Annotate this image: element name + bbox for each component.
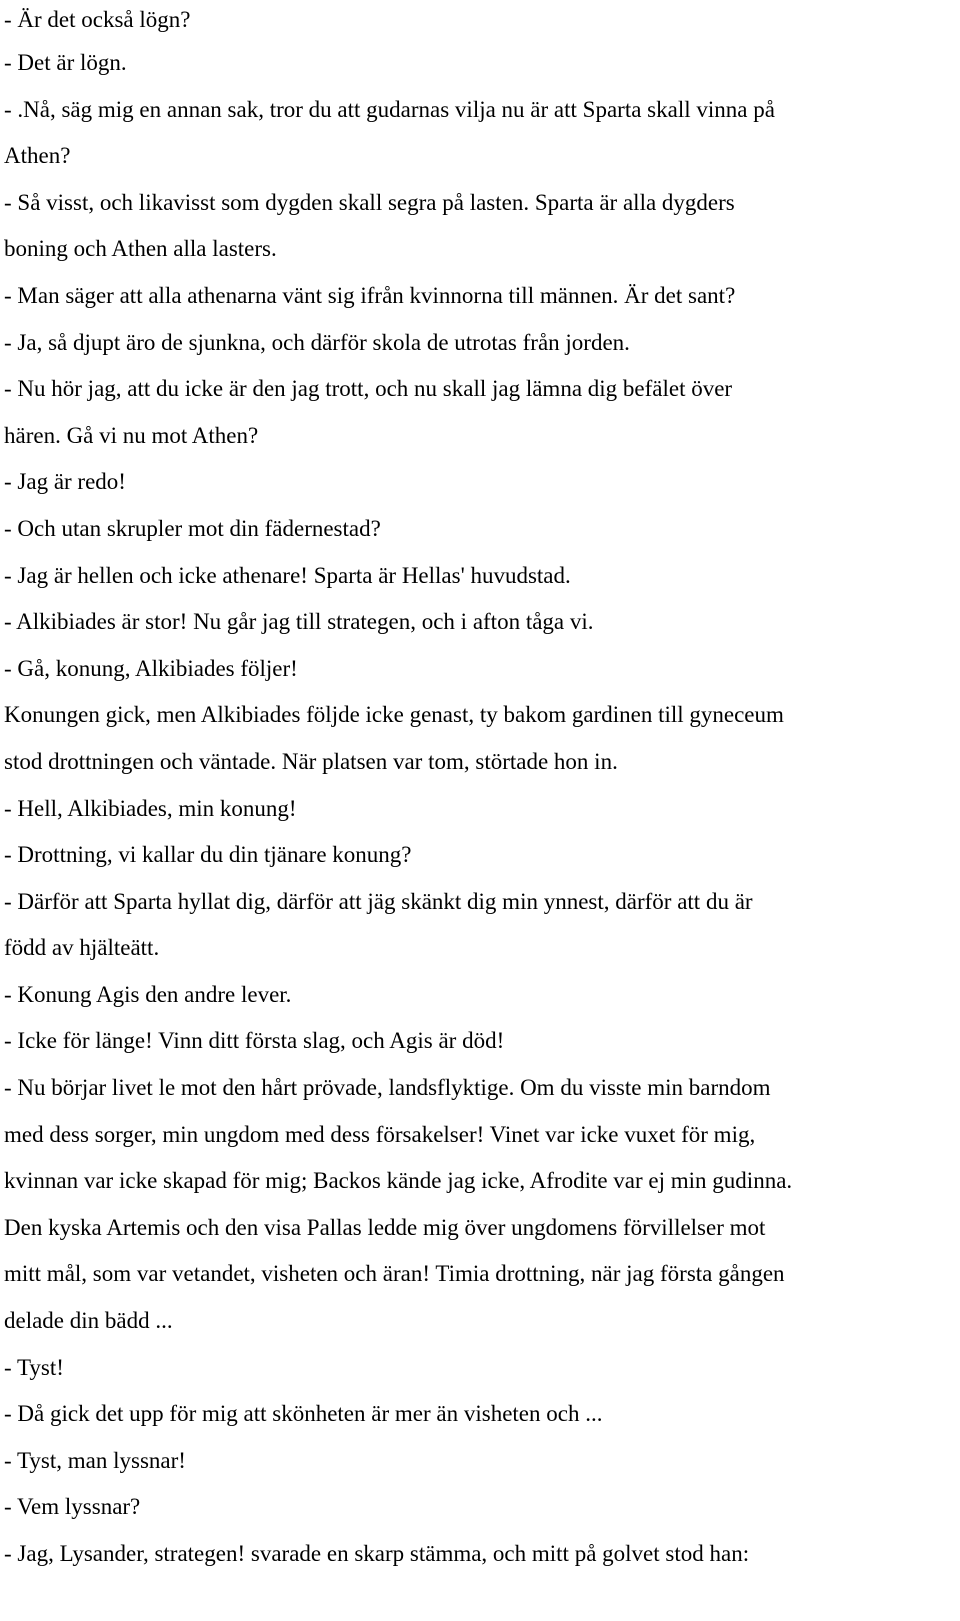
text-line: - Alkibiades är stor! Nu går jag till strategen, och i afton tåga vi.: [4, 609, 594, 635]
text-line: - Därför att Sparta hyllat dig, därför att jäg skänkt dig min ynnest, därför att du är: [4, 888, 753, 914]
text-line: - Jag, Lysander, strategen! svarade en skarp stämma, och mitt på golvet stod han:: [4, 1541, 750, 1566]
text-line: Den kyska Artemis och den visa Pallas ledde mig över ungdomens förvillelser mot: [4, 1214, 766, 1240]
text-line: - Drottning, vi kallar du din tjänare konung?: [4, 842, 412, 868]
text-line: stod drottningen och väntade. När platsen var tom, störtade hon in.: [4, 748, 618, 774]
text-line: hären. Gå vi nu mot Athen?: [4, 422, 259, 448]
text-line: mitt mål, som var vetandet, visheten och äran! Timia drottning, när jag första gången: [4, 1261, 785, 1287]
text-line: - Konung Agis den andre lever.: [4, 981, 292, 1007]
document-page: [4, 0, 956, 1578]
text-line: - Vem lyssnar?: [4, 1494, 141, 1520]
text-line: - Man säger att alla athenarna vänt sig ifrån kvinnorna till männen. Är det sant?: [4, 282, 736, 308]
text-line: - Tyst, man lyssnar!: [4, 1447, 186, 1473]
text-line: - Gå, konung, Alkibiades följer!: [4, 655, 298, 681]
text-line: med dess sorger, min ungdom med dess försakelser! Vinet var icke vuxet för mig,: [4, 1121, 756, 1147]
text-line: delade din bädd ...: [4, 1308, 173, 1334]
text-line: - Och utan skrupler mot din fädernestad?: [4, 515, 381, 541]
text-line: - Tyst!: [4, 1354, 64, 1380]
text-line: Konungen gick, men Alkibiades följde icke genast, ty bakom gardinen till gyneceum: [4, 702, 784, 728]
text-line: - Nu hör jag, att du icke är den jag trott, och nu skall jag lämna dig befälet över: [4, 376, 733, 402]
text-line: - Icke för länge! Vinn ditt första slag, och Agis är död!: [4, 1028, 505, 1054]
text-line: boning och Athen alla lasters.: [4, 236, 277, 262]
text-line: - Då gick det upp för mig att skönheten är mer än visheten och ...: [4, 1401, 603, 1427]
text-line: - Nu börjar livet le mot den hårt prövade, landsflyktige. Om du visste min barndom: [4, 1075, 771, 1101]
text-line: - Så visst, och likavisst som dygden skall segra på lasten. Sparta är alla dygders: [4, 189, 735, 215]
text-line: - Det är lögn.: [4, 50, 127, 75]
text-line: kvinnan var icke skapad för mig; Backos kände jag icke, Afrodite var ej min gudinna.: [4, 1168, 793, 1194]
text-line: - Jag är hellen och icke athenare! Sparta är Hellas' huvudstad.: [4, 562, 571, 588]
text-line: född av hjälteätt.: [4, 935, 160, 961]
text-line: Athen?: [4, 143, 71, 169]
text-line: - Hell, Alkibiades, min konung!: [4, 795, 297, 821]
text-line: - .Nå, säg mig en annan sak, tror du att gudarnas vilja nu är att Sparta skall vinna på: [4, 96, 775, 122]
text-line: - Ja, så djupt äro de sjunkna, och därför skola de utrotas från jorden.: [4, 329, 630, 355]
text-line: - Är det också lögn?: [4, 7, 191, 32]
text-line: - Jag är redo!: [4, 469, 126, 495]
